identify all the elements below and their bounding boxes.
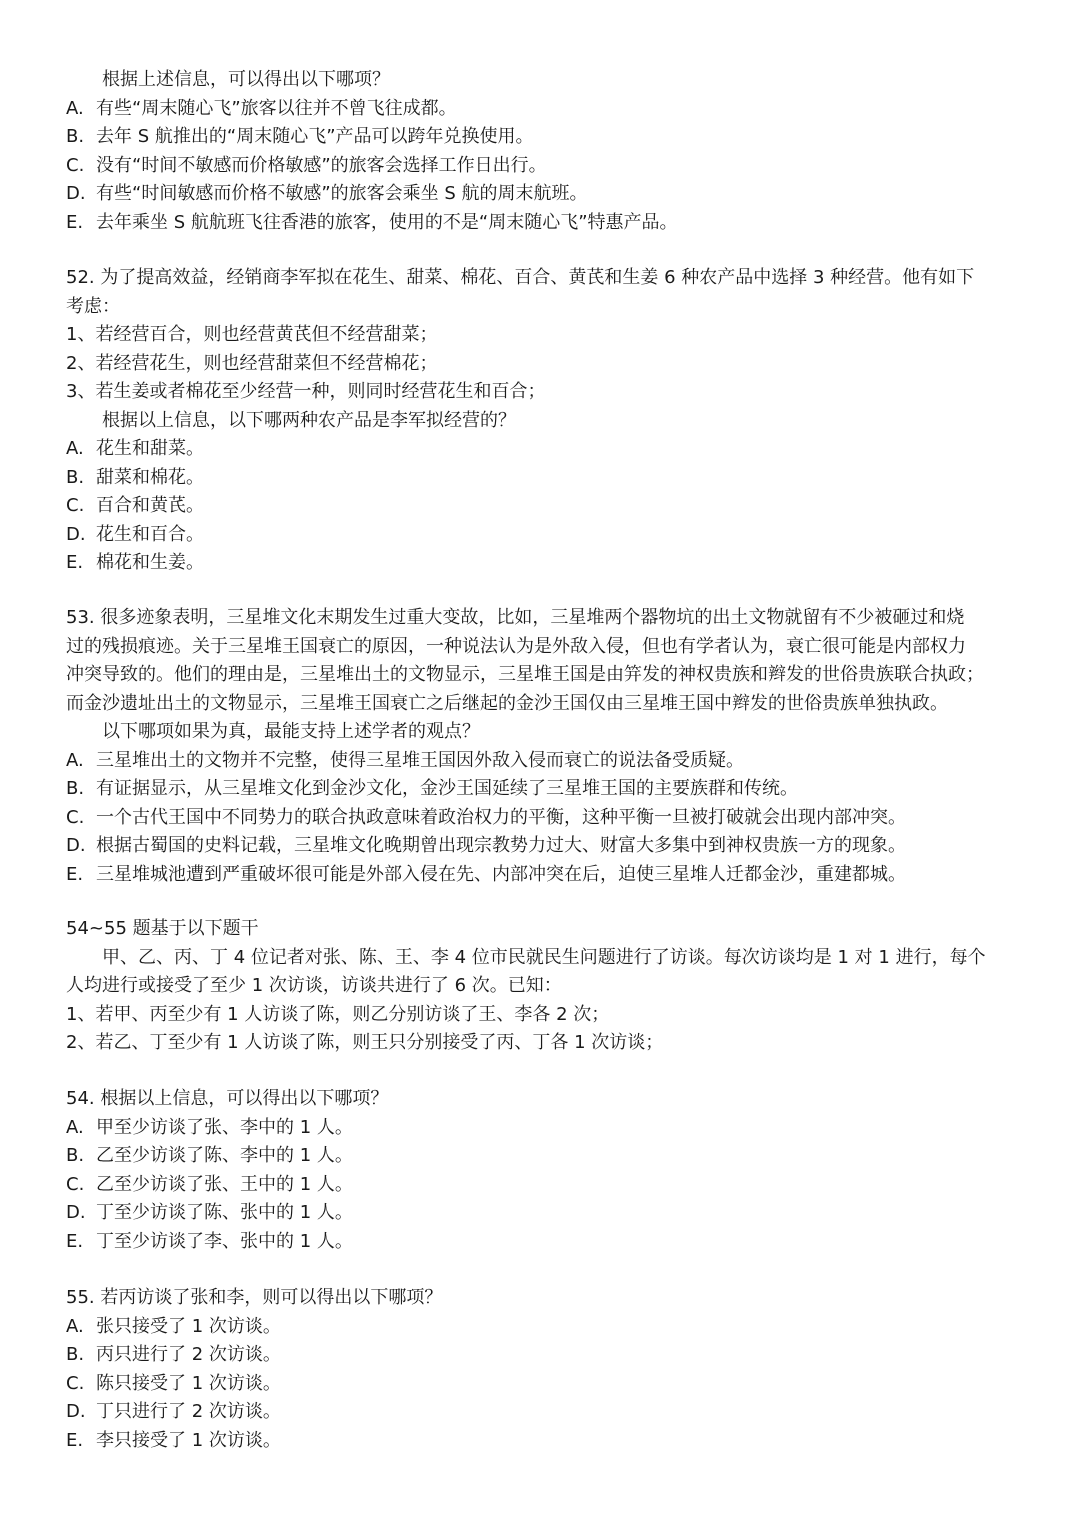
option-text: 三星堆出土的文物并不完整，使得三星堆王国因外敌入侵而衰亡的说法备受质疑。: [96, 749, 744, 771]
option-d: [66, 1398, 1018, 1427]
question-intro: 考虑：: [66, 295, 120, 317]
option-c: [66, 804, 1018, 833]
option-key: B.: [66, 126, 85, 147]
option-d: [66, 180, 1018, 209]
option-key: C.: [66, 806, 85, 828]
option-key: E.: [66, 1429, 84, 1451]
condition-item: 2、若乙、丁至少有 1 人访谈了陈，则王只分别接受了丙、丁各 1 次访谈；: [66, 1032, 664, 1053]
option-text: 丁至少访谈了陈、张中的 1 人。: [96, 1202, 353, 1223]
condition-item: 1、若甲、丙至少有 1 人访谈了陈，则乙分别访谈了王、李各 2 次；: [66, 1003, 610, 1025]
question-stem: 根据上述信息，可以得出以下哪项？: [102, 69, 390, 90]
option-key: B.: [66, 1145, 85, 1166]
option-key: B.: [66, 1344, 85, 1365]
question-52: [66, 264, 1018, 578]
option-c: [66, 1370, 1018, 1399]
option-a: [66, 1313, 1018, 1342]
section-header: 54~55 题基于以下题干: [66, 918, 259, 939]
option-b: [66, 123, 1018, 152]
option-key: A.: [66, 1116, 84, 1138]
option-key: A.: [66, 749, 84, 771]
option-text: 乙至少访谈了陈、李中的 1 人。: [96, 1145, 353, 1166]
passage-line: 过的残损痕迹。关于三星堆王国衰亡的原因，一种说法认为是外敌入侵，但也有学者认为，衰亡很可能是内部权力: [66, 635, 966, 657]
question-stem: 54. 根据以上信息，可以得出以下哪项？: [66, 1088, 389, 1109]
option-b: [66, 775, 1018, 804]
option-a: [66, 747, 1018, 776]
option-key: C.: [66, 154, 85, 176]
option-text: 有些“周末随心飞”旅客以往并不曾飞往成都。: [96, 97, 457, 119]
option-a: [66, 435, 1018, 464]
option-text: 陈只接受了 1 次访谈。: [96, 1372, 281, 1394]
option-key: B.: [66, 778, 85, 799]
option-key: D.: [66, 1202, 86, 1223]
option-key: D.: [66, 1401, 86, 1422]
option-text: 花生和百合。: [96, 523, 204, 545]
option-key: D.: [66, 835, 86, 856]
option-b: [66, 1142, 1018, 1171]
option-b: [66, 1341, 1018, 1370]
option-key: E.: [66, 1230, 84, 1252]
question-intro: 52. 为了提高效益，经销商李军拟在花生、甜菜、棉花、百合、黄芪和生姜 6 种农产品中选择 3 种经营。他有如下: [66, 267, 975, 288]
option-text: 三星堆城池遭到严重破坏很可能是外部入侵在先、内部冲突在后，迫使三星堆人迁都金沙，重建都城。: [96, 863, 906, 885]
condition-item: 2、若经营花生，则也经营甜菜但不经营棉花；: [66, 352, 438, 374]
option-text: 乙至少访谈了张、王中的 1 人。: [96, 1173, 353, 1195]
option-text: 丙只进行了 2 次访谈。: [96, 1344, 281, 1365]
passage-line: 甲、乙、丙、丁 4 位记者对张、陈、王、李 4 位市民就民生问题进行了访谈。每次访谈均是 1 对 1 进行，每个: [102, 946, 986, 968]
option-text: 百合和黄芪。: [96, 495, 204, 516]
question-54-55-stem: [66, 915, 1018, 1058]
option-key: C.: [66, 1372, 85, 1394]
option-key: D.: [66, 183, 86, 204]
option-d: [66, 832, 1018, 861]
option-text: 有些“时间敏感而价格不敏感”的旅客会乘坐 S 航的周末航班。: [96, 183, 588, 204]
option-key: E.: [66, 552, 84, 573]
option-c: [66, 152, 1018, 181]
question-55: [66, 1284, 1018, 1455]
question-stem: 根据以上信息，以下哪两种农产品是李军拟经营的？: [102, 409, 516, 431]
option-c: [66, 1171, 1018, 1200]
question-54: [66, 1085, 1018, 1256]
passage-line: 人均进行或接受了至少 1 次访谈，访谈共进行了 6 次。已知：: [66, 975, 562, 996]
option-text: 去年乘坐 S 航航班飞往香港的旅客，使用的不是“周末随心飞”特惠产品。: [96, 211, 678, 233]
option-a: [66, 95, 1018, 124]
question-stem: 55. 若丙访谈了张和李，则可以得出以下哪项？: [66, 1287, 443, 1308]
option-d: [66, 1199, 1018, 1228]
option-e: [66, 1228, 1018, 1257]
option-key: A.: [66, 1315, 84, 1337]
option-b: [66, 464, 1018, 493]
option-key: B.: [66, 466, 85, 488]
condition-item: 3、若生姜或者棉花至少经营一种，则同时经营花生和百合；: [66, 381, 546, 402]
option-text: 花生和甜菜。: [96, 438, 204, 459]
option-a: [66, 1114, 1018, 1143]
option-text: 甜菜和棉花。: [96, 466, 204, 488]
option-text: 没有“时间不敏感而价格敏感”的旅客会选择工作日出行。: [96, 154, 547, 176]
option-text: 李只接受了 1 次访谈。: [96, 1429, 281, 1451]
option-text: 去年 S 航推出的“周末随心飞”产品可以跨年兑换使用。: [96, 126, 534, 147]
question-53: [66, 604, 1018, 889]
option-key: A.: [66, 438, 84, 459]
question-stem: 以下哪项如果为真，最能支持上述学者的观点？: [102, 721, 480, 742]
option-key: E.: [66, 863, 84, 885]
option-text: 一个古代王国中不同势力的联合执政意味着政治权力的平衡，这种平衡一旦被打破就会出现内部冲突。: [96, 806, 906, 828]
option-e: [66, 209, 1018, 238]
option-text: 棉花和生姜。: [96, 552, 204, 573]
option-c: [66, 492, 1018, 521]
passage-line: 冲突导致的。他们的理由是，三星堆出土的文物显示，三星堆王国是由笄发的神权贵族和辫发的世俗贵族联合执政；: [66, 664, 984, 685]
option-text: 张只接受了 1 次访谈。: [96, 1315, 281, 1337]
option-e: [66, 1427, 1018, 1456]
passage-line: 53. 很多迹象表明，三星堆文化末期发生过重大变故，比如，三星堆两个器物坑的出土文物就留有不少被砸过和烧: [66, 607, 965, 628]
passage-line: 而金沙遗址出土的文物显示，三星堆王国衰亡之后继起的金沙王国仅由三星堆王国中辫发的世俗贵族单独执政。: [66, 692, 948, 714]
condition-item: 1、若经营百合，则也经营黄芪但不经营甜菜；: [66, 324, 438, 345]
option-text: 根据古蜀国的史料记载，三星堆文化晚期曾出现宗教势力过大、财富大多集中到神权贵族一方的现象。: [96, 835, 906, 856]
question-51: [66, 66, 1018, 237]
option-e: [66, 549, 1018, 578]
option-key: C.: [66, 495, 85, 516]
option-d: [66, 521, 1018, 550]
option-text: 有证据显示，从三星堆文化到金沙文化，金沙王国延续了三星堆王国的主要族群和传统。: [96, 778, 798, 799]
option-key: E.: [66, 211, 84, 233]
option-text: 甲至少访谈了张、李中的 1 人。: [96, 1116, 353, 1138]
option-text: 丁只进行了 2 次访谈。: [96, 1401, 281, 1422]
option-key: D.: [66, 523, 86, 545]
option-e: [66, 861, 1018, 890]
option-key: A.: [66, 97, 84, 119]
option-key: C.: [66, 1173, 85, 1195]
option-text: 丁至少访谈了李、张中的 1 人。: [96, 1230, 353, 1252]
